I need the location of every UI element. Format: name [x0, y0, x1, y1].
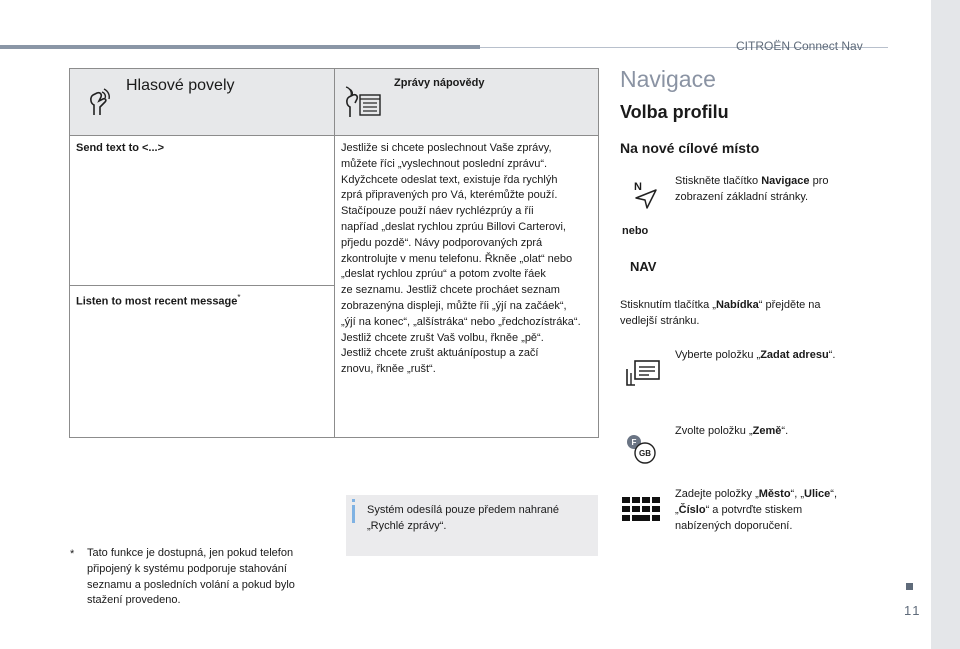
help-text: Jestliže si chcete poslechnout Vaše zprávy, můžete říci „vyslechnout poslední zprávu“. Kdyžchcete odeslat text, existuje řda rychlýh zprá připravených pro Vá, kterémůžte použí. Stačípouze použí náev rychlézprúy a říi napříad „deslat rychlou zprúu Billovi Carterovi, přjedu pozdě“. Návy podporovaných zprá zkontrolujte v menu telefonu. Řkněe „olat“ nebo „deslat rychlou zprúu“ a potom zvolte řáek ze seznamu. Jestliž chcete procháet seznam zobrazenýna displeji, můžte říi „ýjí na začáek“, „ýjí na konec“, „alšístráka“ nebo „ředchozístráka“. Jestliž chcete zrušt Vaš volbu, řkněe „pě“. Jestliž chcete zrušt aktuánípostup a začí znovu, řkněe „rušt“. [341, 142, 581, 376]
page-marker [906, 583, 913, 590]
voice-command-table [69, 68, 599, 438]
navigation-arrow-icon[interactable] [632, 186, 660, 210]
footnote-text: Tato funkce je dostupná, jen pokud telefon připojený k systému podporuje stahování seznamu a posledních volání a pokud bylo stažení provedeno. [87, 547, 295, 607]
info-note-text: Systém odesílá pouze předem nahrané „Rychlé zprávy“. [367, 504, 560, 532]
flag-bottom-label: GB [639, 449, 651, 458]
command-listen-message: Listen to most recent message* [76, 293, 241, 308]
or-label: nebo [622, 225, 649, 237]
compass-letter: N [634, 181, 642, 193]
keyboard-icon[interactable] [622, 497, 662, 525]
step-address-text: Vyberte položku „Zadat adresu“. [675, 349, 836, 361]
command-send-text: Send text to <...> [76, 142, 165, 154]
menu-text: Stisknutím tlačítka „Nabídka“ přejděte na vedlejší stránku. [620, 299, 821, 327]
info-icon [352, 499, 355, 502]
info-icon-bar [352, 505, 355, 523]
step-input-text: Zadejte položky „Město“, „Ulice“, „Číslo“ a potvrďte stiskem nabízených doporučení. [675, 488, 838, 532]
page-number: 11 [904, 603, 922, 618]
voice-help-icon [344, 83, 384, 119]
footnote-marker: * [70, 548, 75, 560]
enter-address-icon[interactable] [623, 359, 661, 389]
section-subtitle: Volba profilu [620, 102, 729, 122]
step-navigation-text: Stiskněte tlačítko Navigace pro zobrazení základní stránky. [675, 175, 829, 203]
country-icon[interactable] [625, 433, 665, 465]
side-strip [931, 0, 960, 649]
col2-header: Zprávy nápovědy [394, 77, 485, 89]
header-brand: CITROËN Connect Nav [736, 39, 863, 53]
col1-header: Hlasové povely [126, 77, 235, 94]
section-title: Navigace [620, 66, 716, 92]
voice-command-icon [84, 85, 114, 117]
header-bar [0, 45, 480, 49]
flag-top-label: F [631, 438, 637, 447]
step-country-text: Zvolte položku „Země“. [675, 425, 789, 437]
section-heading: Na nové cílové místo [620, 140, 760, 156]
nav-button[interactable]: NAV [630, 259, 657, 274]
